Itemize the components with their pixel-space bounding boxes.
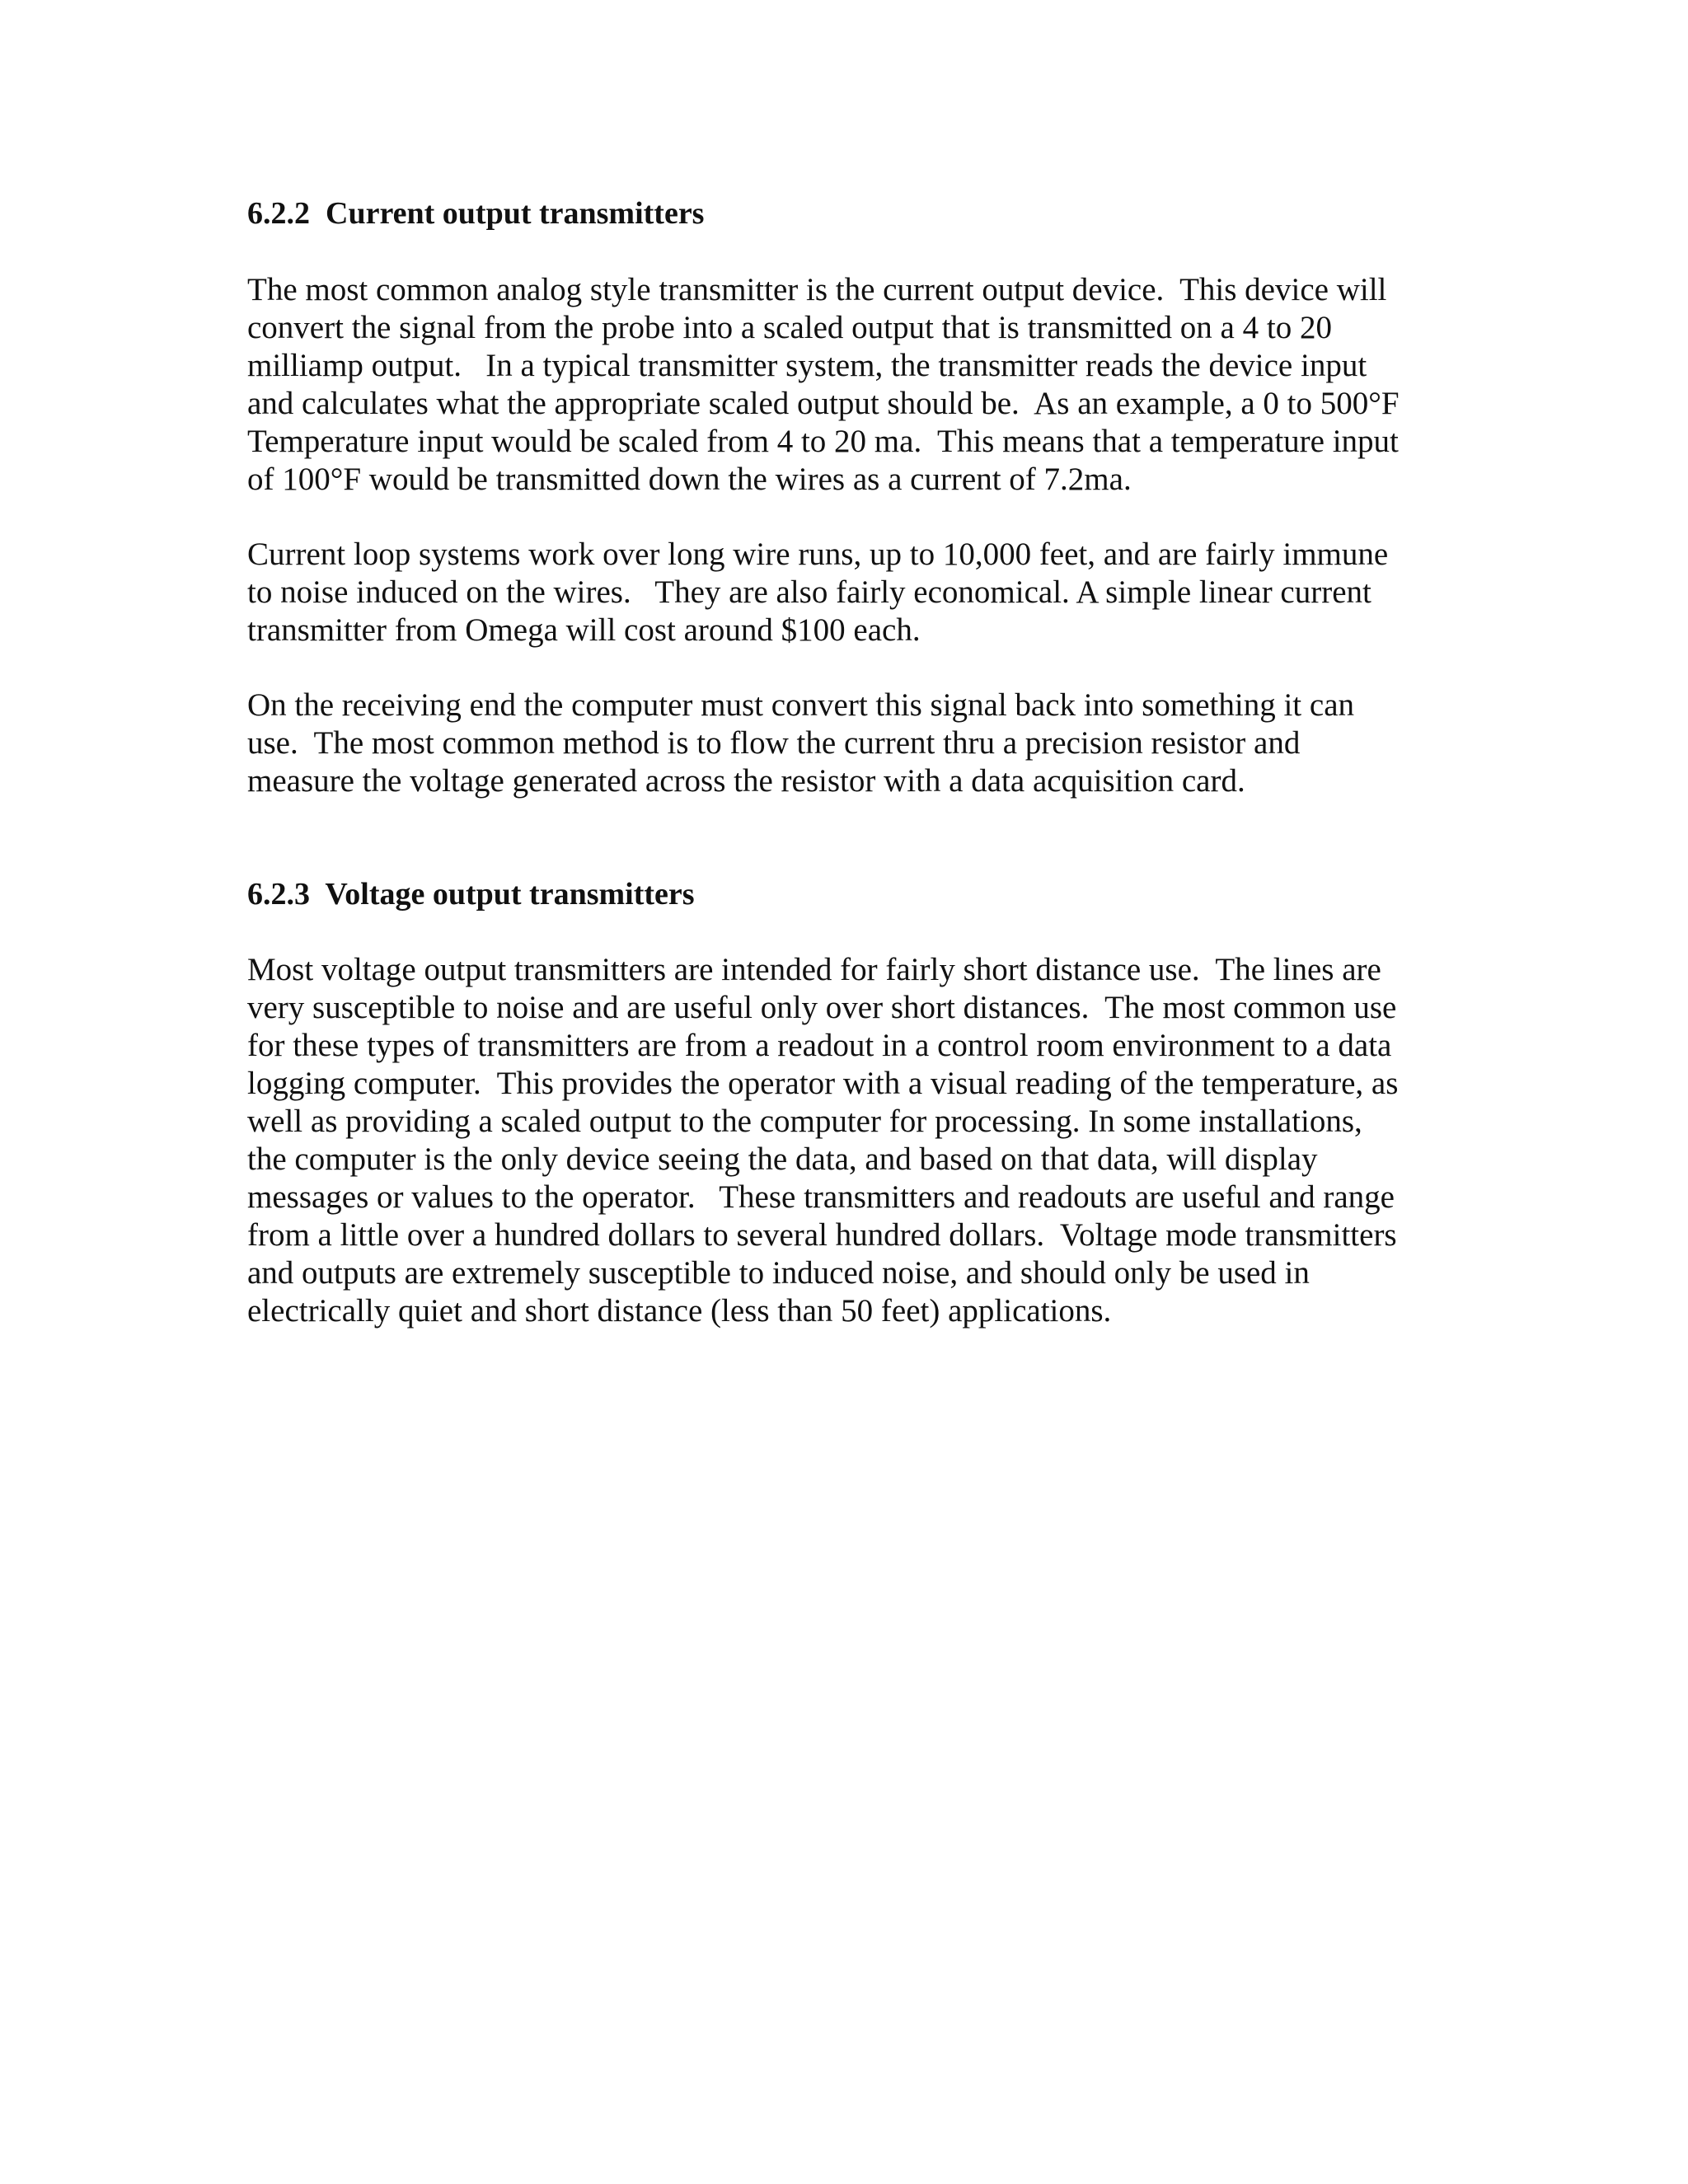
- paragraph: [247, 271, 1451, 499]
- text-line: the computer is the only device seeing the data, and based on that data, will display: [247, 1141, 1318, 1177]
- section-current-output-transmitters: [247, 194, 1451, 800]
- text-line: for these types of transmitters are from a readout in a control room environment to a data: [247, 1028, 1392, 1063]
- text-line: transmitter from Omega will cost around $100 each.: [247, 612, 921, 648]
- text-line: very susceptible to noise and are useful only over short distances. The most common use: [247, 990, 1397, 1025]
- text-line: convert the signal from the probe into a scaled output that is transmitted on a 4 to 20: [247, 310, 1332, 345]
- text-line: use. The most common method is to flow the current thru a precision resistor and: [247, 725, 1301, 761]
- text-line: well as providing a scaled output to the computer for processing. In some installations,: [247, 1104, 1362, 1139]
- text-line: and outputs are extremely susceptible to induced noise, and should only be used in: [247, 1255, 1310, 1291]
- document-body: [247, 194, 1451, 1330]
- paragraph: [247, 687, 1451, 800]
- text-line: Temperature input would be scaled from 4 to 20 ma. This means that a temperature input: [247, 424, 1399, 459]
- section-voltage-output-transmitters: [247, 875, 1451, 1330]
- section-heading: 6.2.3 Voltage output transmitters: [247, 877, 695, 912]
- text-line: Current loop systems work over long wire runs, up to 10,000 feet, and are fairly immune: [247, 537, 1389, 572]
- text-line: messages or values to the operator. These transmitters and readouts are useful and range: [247, 1179, 1395, 1215]
- paragraph: [247, 536, 1451, 649]
- text-line: from a little over a hundred dollars to several hundred dollars. Voltage mode transmitters: [247, 1217, 1397, 1253]
- paragraph: [247, 951, 1451, 1330]
- text-line: Most voltage output transmitters are intended for fairly short distance use. The lines are: [247, 952, 1381, 987]
- text-line: of 100°F would be transmitted down the wires as a current of 7.2ma.: [247, 462, 1132, 497]
- text-line: and calculates what the appropriate scaled output should be. As an example, a 0 to 500°F: [247, 386, 1400, 421]
- text-line: milliamp output. In a typical transmitter system, the transmitter reads the device input: [247, 348, 1367, 383]
- text-line: to noise induced on the wires. They are also fairly economical. A simple linear current: [247, 574, 1372, 610]
- text-line: logging computer. This provides the operator with a visual reading of the temperature, as: [247, 1066, 1399, 1101]
- text-line: measure the voltage generated across the resistor with a data acquisition card.: [247, 763, 1245, 799]
- text-line: The most common analog style transmitter is the current output device. This device will: [247, 272, 1387, 307]
- text-line: electrically quiet and short distance (less than 50 feet) applications.: [247, 1293, 1112, 1329]
- text-line: On the receiving end the computer must convert this signal back into something it can: [247, 687, 1355, 723]
- section-heading: 6.2.2 Current output transmitters: [247, 196, 705, 231]
